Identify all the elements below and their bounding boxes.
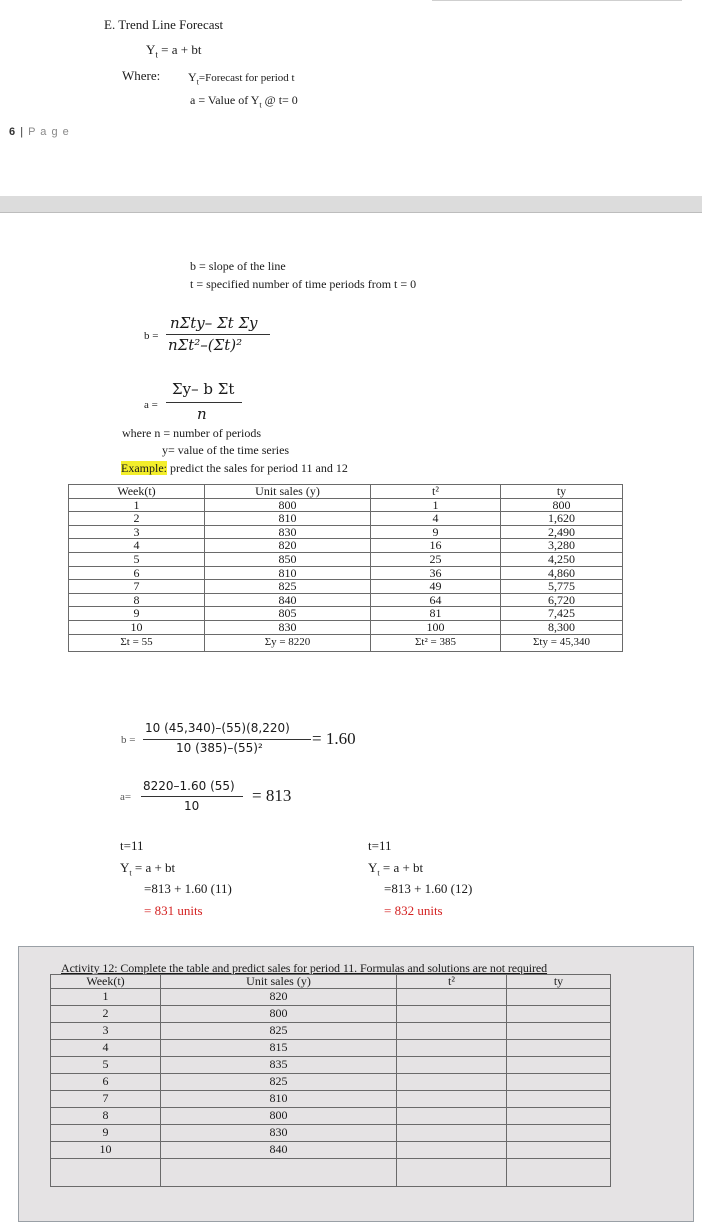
table-row: 7 810 (51, 1090, 611, 1107)
activity-blank-cell[interactable] (397, 1158, 507, 1186)
def-a (190, 93, 298, 109)
page-number: 6 | P a g e (9, 126, 70, 138)
header-t-squared: t² (371, 485, 501, 499)
activity-header-row (51, 975, 611, 989)
activity-table (50, 974, 611, 1187)
activity-header-unit-sales: Unit sales (y) (161, 975, 397, 989)
example-line (121, 461, 348, 476)
page-break (0, 196, 702, 212)
activity-blank-cell[interactable] (507, 1124, 611, 1141)
top-divider (432, 0, 682, 1)
header-ty: ty (501, 485, 623, 499)
activity-header-ty: ty (507, 975, 611, 989)
table-row: 5 850 25 4,250 (69, 552, 623, 566)
activity-blank-cell[interactable] (507, 1022, 611, 1039)
calc-b-result: = 1.60 (312, 729, 356, 748)
table-row: 10 830 100 8,300 (69, 620, 623, 634)
forecast-2-formula: $Y_t = a$ + bt (368, 860, 424, 878)
calc-a-denominator: 10 (184, 799, 200, 813)
y-definition: y= value of the time series (162, 443, 290, 457)
forecast-2-t: t=11 (368, 838, 392, 853)
example-label: Example: (121, 461, 167, 475)
equation-sub: t (155, 49, 158, 60)
table-row: 10 840 (51, 1141, 611, 1158)
example-text: predict the sales for period 11 and 12 (166, 461, 348, 475)
table-row: 6 825 (51, 1073, 611, 1090)
calc-a-numerator: 8220–1.60 (55) (143, 779, 235, 793)
a-formula-numerator: Σy– b Σt (172, 380, 235, 398)
equation-rhs: = a + bt (161, 42, 202, 57)
a-formula-bar (166, 402, 242, 403)
table-totals-row: Σt = 55 Σy = 8220 Σt² = 385 Σty = 45,340 (69, 634, 623, 651)
calc-a-bar (141, 796, 243, 797)
table-row: 1 820 (51, 988, 611, 1005)
calc-b-numerator: 10 (45,340)–(55)(8,220) (145, 721, 290, 735)
activity-blank-cell[interactable] (397, 1107, 507, 1124)
equation-var: Y (146, 42, 156, 57)
activity-header-week: Week(t) (51, 975, 161, 989)
a-formula-denominator: n (197, 405, 207, 423)
forecast-1-t: t=11 (120, 838, 144, 853)
b-formula-label: b = (144, 330, 159, 342)
b-definition: b = slope of the line (190, 259, 286, 273)
forecast-1-result: = 831 units (144, 903, 203, 918)
table-header-row (69, 485, 623, 499)
def-y-text: =Forecast for period t (198, 72, 295, 84)
where-label: Where: (122, 68, 161, 83)
forecast-2-result: = 832 units (384, 903, 443, 918)
activity-blank-cell[interactable] (507, 1056, 611, 1073)
activity-blank-cell[interactable] (507, 1039, 611, 1056)
table-row: 2 800 (51, 1005, 611, 1022)
def-a-sub: t (259, 100, 262, 110)
calc-a-label: a= (120, 791, 132, 803)
def-a-text: a = Value of Y (190, 93, 260, 107)
n-definition: where n = number of periods (122, 426, 262, 440)
table-row: 4 815 (51, 1039, 611, 1056)
activity-blank-cell[interactable] (397, 1022, 507, 1039)
table-row: 3 825 (51, 1022, 611, 1039)
forecast-1-substitution: =813 + 1.60 (11) (144, 881, 232, 896)
table-row: 4 820 16 3,280 (69, 539, 623, 553)
activity-blank-cell[interactable] (507, 1090, 611, 1107)
activity-blank-cell[interactable] (397, 1141, 507, 1158)
section-heading: E. Trend Line Forecast (104, 17, 224, 32)
activity-blank-cell[interactable] (507, 1141, 611, 1158)
header-unit-sales: Unit sales (y) (205, 485, 371, 499)
activity-blank-cell[interactable] (397, 1090, 507, 1107)
b-formula-bar (166, 334, 270, 335)
table-row: 2 810 4 1,620 (69, 512, 623, 526)
activity-blank-cell[interactable] (397, 1056, 507, 1073)
forecast-2-substitution: =813 + 1.60 (12) (384, 881, 473, 896)
activity-title: Activity 12: Complete the table and predict sales for period 11. Formulas and solutions are not required (61, 961, 548, 975)
table-row: 8 800 (51, 1107, 611, 1124)
activity-blank-cell[interactable] (397, 1005, 507, 1022)
header-week: Week(t) (69, 485, 205, 499)
calc-b-denominator: 10 (385)–(55)² (176, 741, 263, 755)
calc-b-label: b = (121, 734, 136, 746)
forecast-1-formula: $Y_t = a$ + bt (120, 860, 176, 878)
activity-blank-cell[interactable] (507, 988, 611, 1005)
table-row: 3 830 9 2,490 (69, 525, 623, 539)
def-y (188, 70, 295, 86)
activity-blank-cell[interactable] (397, 1073, 507, 1090)
calc-a-result: = 813 (252, 786, 292, 805)
table-row: 1 800 1 800 (69, 498, 623, 512)
table-row: 7 825 49 5,775 (69, 580, 623, 594)
def-y-var: Y (188, 70, 197, 84)
activity-blank-cell[interactable] (507, 1073, 611, 1090)
activity-blank-cell[interactable] (397, 1039, 507, 1056)
a-formula-label: a = (144, 399, 158, 411)
activity-blank-cell[interactable] (507, 1107, 611, 1124)
t-definition: t = specified number of time periods from t = 0 (190, 277, 417, 291)
def-y-sub: t (196, 77, 199, 87)
table-row: 8 840 64 6,720 (69, 593, 623, 607)
b-formula-denominator: nΣt²–(Σt)² (168, 336, 243, 354)
page-break-line (0, 212, 702, 213)
calc-b-bar (143, 739, 311, 740)
activity-header-t-squared: t² (397, 975, 507, 989)
table-row (51, 1158, 611, 1186)
def-a-rest: @ t= 0 (264, 93, 298, 107)
activity-blank-cell[interactable] (507, 1158, 611, 1186)
b-formula-numerator: nΣty– Σt Σy (170, 314, 258, 332)
table-row: 9 830 (51, 1124, 611, 1141)
example-table (68, 484, 623, 652)
activity-blank-cell[interactable] (397, 1124, 507, 1141)
activity-blank-cell[interactable] (397, 988, 507, 1005)
table-row: 5 835 (51, 1056, 611, 1073)
activity-blank-cell[interactable] (507, 1005, 611, 1022)
trend-equation (146, 42, 201, 60)
table-row: 9 805 81 7,425 (69, 607, 623, 621)
table-row: 6 810 36 4,860 (69, 566, 623, 580)
